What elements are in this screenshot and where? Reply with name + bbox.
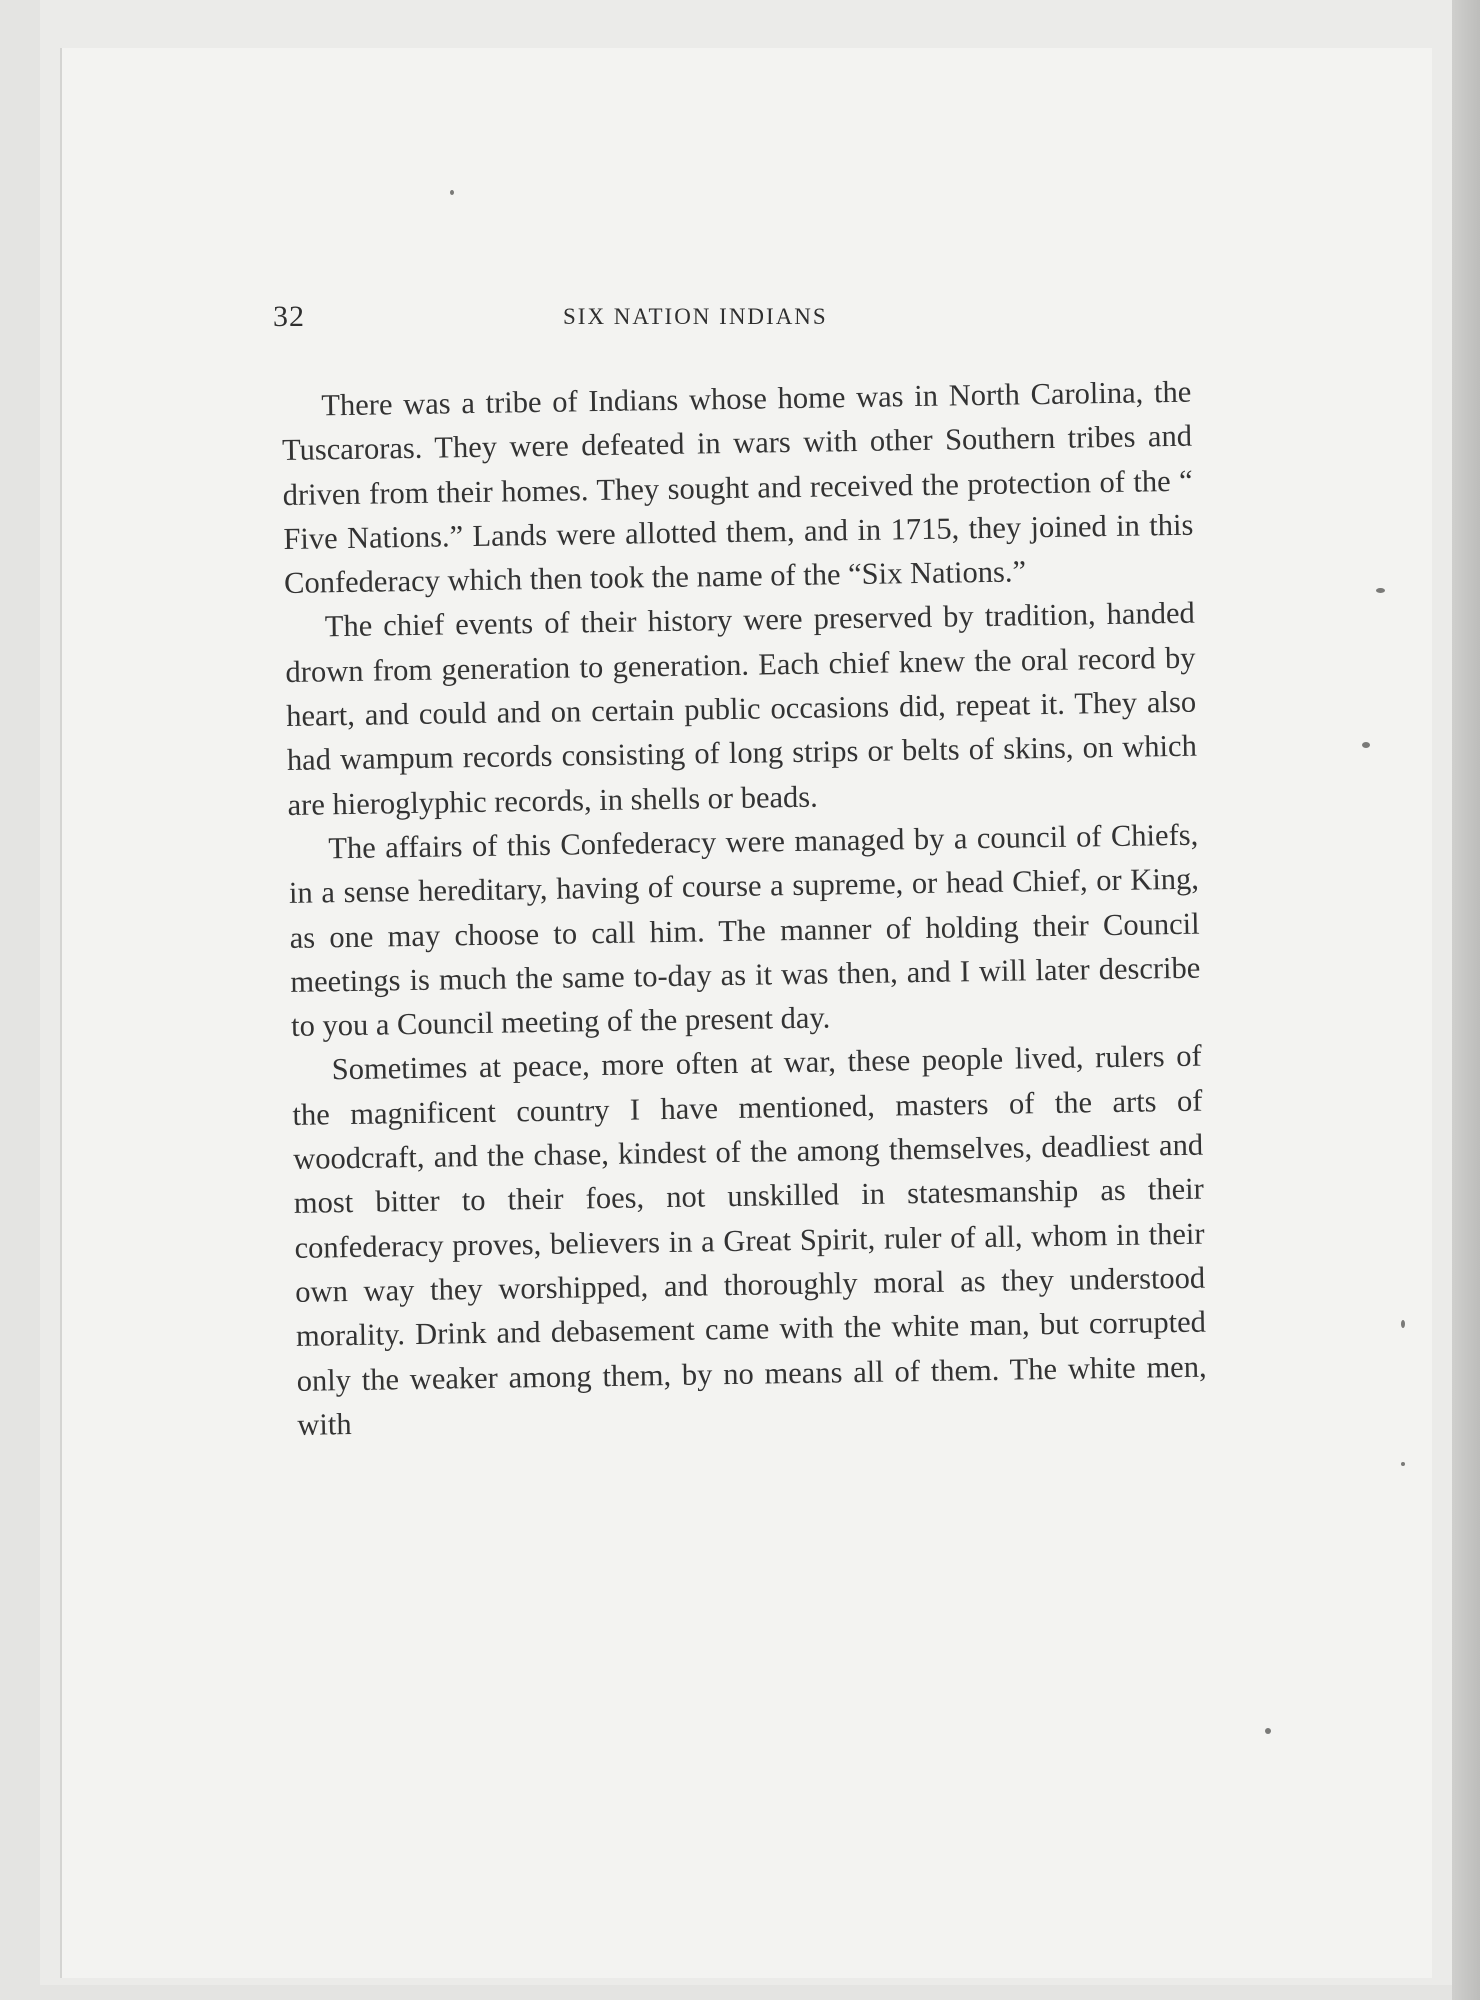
page-edge	[1452, 0, 1480, 2000]
paragraph-peace-and-war: Sometimes at peace, more often at war, these people lived, rulers of the magnificent country I have mentioned, masters of the arts of woodcraft, and the chase, kindest of the among themselves, deadliest and most bitter to their foes, not unskilled in statesmanship as their confederacy proves, believers in a Great Spirit, ruler of all, whom in their own way they worshipped, and thoroughly moral as they understood morality. Drink and debasement came with the white man, but corrupted only the weaker among them, by no means all of them. The white men, with	[292, 1039, 1207, 1442]
paragraph-council: The affairs of this Confederacy were managed by a council of Chiefs, in a sense hereditary, having of course a supreme, or head Chief, or King, as one may choose to call him. The manner of holding their Council meetings is much the same to-day as it was then, and I will later describe to you a Council meeting of the present day.	[288, 817, 1201, 1044]
running-head	[273, 300, 893, 348]
scan-speck	[1401, 1320, 1405, 1328]
scan-speck	[450, 190, 454, 195]
paragraph-tuscaroras: There was a tribe of Indians whose home was in North Carolina, the Tuscaroras. They were defeated in wars with other Southern tribes and driven from their homes. They sought and received the protection of the “ Five Nations.” Lands were allotted them, and in 1715, they joined in this Confederacy which then took the name of the “Six Nations.”	[281, 374, 1194, 601]
page-number: 32	[273, 300, 305, 333]
scan-speck	[1401, 1462, 1405, 1466]
scan-speck	[1362, 742, 1370, 748]
running-title: SIX NATION INDIANS	[563, 304, 828, 329]
scan-speck	[1376, 588, 1385, 593]
body-text	[281, 370, 1208, 1447]
scan-speck	[1265, 1728, 1271, 1734]
paragraph-tradition: The chief events of their history were preserved by tradition, handed drown from generation to generation. Each chief knew the oral record by heart, and could and on certain public occasions did, repeat it. They also had wampum records consisting of long strips or belts of skins, on which are hieroglyphic records, in shells or beads.	[285, 596, 1198, 822]
